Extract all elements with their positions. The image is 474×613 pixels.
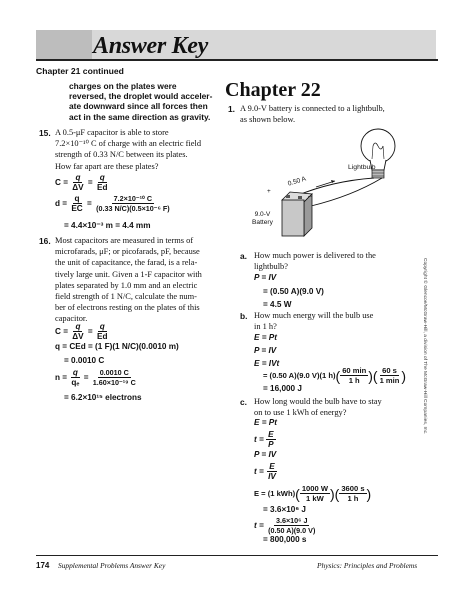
footer-left-title: Supplemental Problems Answer Key: [58, 561, 166, 570]
part-a-solution: P = IV = (0.50 A)(9.0 V) = 4.5 W: [254, 273, 324, 309]
page-title: Answer Key: [93, 33, 209, 59]
eq-16-electrons: n = $\frac{q}{\text{qₑ}}$ = $\frac{0.0010 C}{\text{1.60×10⁻¹⁹ C}}$: [55, 368, 136, 387]
eq-15-capacitance: C = $\frac{q}{\Delta V}$ = $\frac{q}{Ed}$: [55, 173, 108, 192]
part-a-label: a.: [240, 251, 247, 261]
eq-16-result: = 6.2×10¹⁵ electrons: [64, 393, 142, 402]
problem-1-number: 1.: [228, 104, 235, 114]
eq-16-charge: q = CEd = (1 F)(1 N/C)(0.0010 m): [55, 342, 179, 351]
footer-right-title: Physics: Principles and Problems: [317, 561, 418, 570]
eq-16-charge-result: = 0.0010 C: [64, 356, 105, 365]
copyright-notice: Copyright © Glencoe/McGraw-Hill, a division of The McGraw-Hill Companies, Inc.: [422, 258, 427, 435]
lightbulb-label: Lightbulb: [348, 164, 376, 171]
part-c-time-result: = 800,000 s: [263, 535, 307, 544]
problem-15-text: A 0.5-μF capacitor is able to store 7.2×10⁻¹⁰ C of charge with an electric field strength of 0.33 N/C between its plates. How far apart are these plates?: [55, 128, 202, 171]
part-b-result: = 16,000 J: [263, 384, 302, 393]
part-b-question: How much energy will the bulb use in 1 h?: [254, 311, 374, 332]
part-c-time-calc: t = $\frac{\text{3.6×10⁶ J}}{(0.50 A)(9.0 V)}$: [254, 516, 316, 535]
problem-1-text: A 9.0-V battery is connected to a lightbulb, as shown below.: [240, 104, 385, 125]
part-c-energy-formula: E = Pt: [254, 418, 277, 427]
part-c-energy-calc: E = (1 kWh) ( $\frac{1000 W}{1 kW}$ )( $\frac{3600 s}{1 h}$ ): [254, 484, 372, 503]
part-b-label: b.: [240, 311, 248, 321]
problem-15-number: 15.: [39, 128, 51, 138]
part-c-time-formula: t = $\frac{E}{P}$: [254, 430, 274, 449]
page-number: 174: [36, 561, 50, 570]
plus-sign: +: [267, 188, 271, 195]
problem-16-number: 16.: [39, 236, 51, 246]
footer-rule: [36, 555, 438, 556]
problem-16-text: Most capacitors are measured in terms of microfarads, μF; or picofarads, pF, because the unit of capacitance, the farad, is a rela- tively large unit. Given a 1-F capacitor with plates separated by 1.0 mm and an electric field strength of 1 N/C, calculate the num- ber of electrons resting on the plates of this capacitor.: [55, 236, 202, 324]
current-label: 0.50 A: [287, 175, 307, 188]
battery-label: 9.0-V Battery: [252, 211, 273, 226]
part-c-energy-result: = 3.6×10⁶ J: [263, 505, 306, 514]
part-c-power-formula: P = IV: [254, 450, 277, 459]
eq-16-capacitance: C = $\frac{q}{\Delta V}$ = $\frac{q}{Ed}$: [55, 322, 108, 341]
eq-15-distance: d = $\frac{q}{EC}$ = $\frac{\text{7.2×10⁻¹⁰ C}}{\text{(0.33 N/C)(0.5×10⁻⁶ F)}}$: [55, 194, 170, 213]
part-c-label: c.: [240, 397, 247, 407]
eq-15-result: = 4.4×10⁻³ m = 4.4 mm: [64, 221, 151, 230]
part-c-time-iv-formula: t = $\frac{E}{IV}$: [254, 462, 276, 481]
part-a-question: How much power is delivered to the lightbulb?: [254, 251, 376, 272]
minus-sign: –: [308, 193, 312, 200]
part-b-formulas: E = Pt P = IV E = IVt: [254, 333, 280, 369]
carryover-answer: charges on the plates were reversed, the droplet would acceler- ate downward since all forces then act in the same direction as gravity.: [69, 81, 213, 122]
chapter-continued: Chapter 21 continued: [36, 66, 124, 76]
part-c-question: How long would the bulb have to stay on to use 1 kWh of energy?: [254, 397, 382, 418]
part-b-energy-calc: = (0.50 A)(9.0 V)(1 h) ( $\frac{60 \min}{1 h}$ )( $\frac{60 s}{1 \min}$ ): [263, 366, 407, 385]
chapter-heading: Chapter 22: [225, 79, 321, 101]
